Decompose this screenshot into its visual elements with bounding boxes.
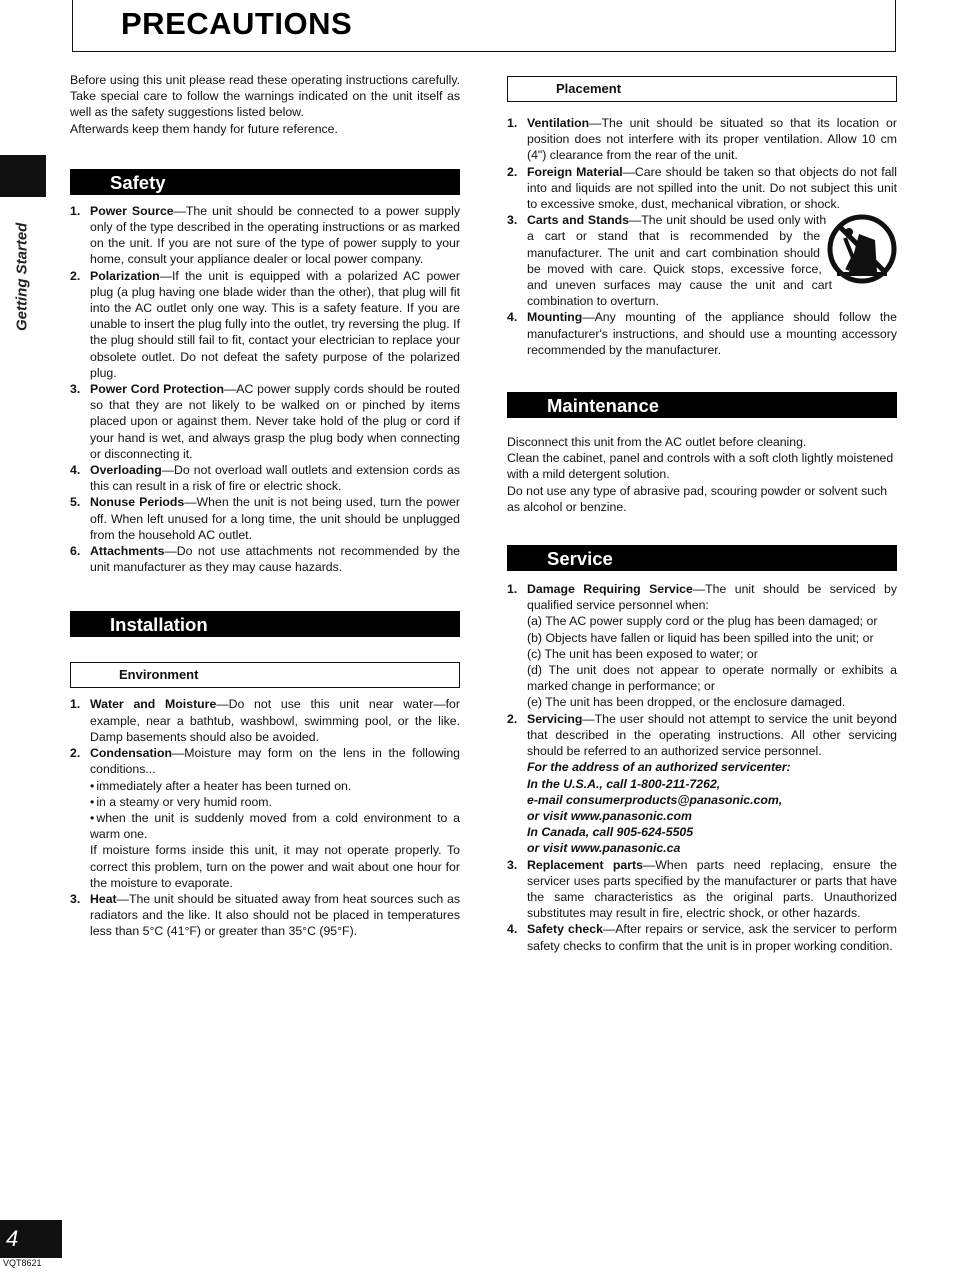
bullet-item: • immediately after a heater has been turned on.	[90, 778, 460, 794]
contact-line: or visit www.panasonic.ca	[527, 841, 681, 856]
sub-item: (a) The AC power supply cord or the plug has been damaged; or	[527, 614, 878, 629]
list-item	[70, 494, 460, 543]
contact-line: or visit www.panasonic.com	[527, 808, 692, 823]
item-number: 1.	[70, 203, 81, 218]
item-text: —Moisture may form on the lens in the following conditions...	[90, 746, 460, 777]
section-side-label: Getting Started	[13, 222, 31, 332]
item-number: 3.	[507, 857, 518, 872]
list-item	[70, 381, 460, 462]
item-text: —Do not use attachments not recommended by the unit manufacturer as they may cause hazards.	[90, 544, 460, 575]
item-lead: Replacement parts	[527, 857, 643, 872]
item-number: 2.	[70, 268, 81, 283]
item-text: —Care should be taken so that objects do not fall into and liquids are not spilled into the unit. Do not subject this unit to excessive smoke, dust, mechanical vibration, or shock.	[527, 164, 897, 212]
maintenance-paragraph: Clean the cabinet, panel and controls with a soft cloth lightly moistened with a mild detergent solution.	[507, 451, 894, 482]
list-item	[70, 203, 460, 268]
item-text: —The unit should be used only with a cart or stand that is recommended by the manufacturer. The unit and cart combination should be moved with care. Quick stops, excessive force, and uneven surfaces may cause the unit and cart combination to overturn.	[527, 213, 833, 309]
intro-text	[70, 72, 460, 137]
item-lead: Attachments	[90, 544, 165, 559]
item-number: 2.	[507, 711, 518, 726]
installation-list	[70, 696, 460, 939]
item-number: 3.	[70, 891, 81, 906]
left-column	[70, 72, 460, 940]
document-code: VQT8621	[3, 1258, 42, 1268]
item-number: 6.	[70, 544, 81, 559]
list-item	[507, 309, 897, 358]
item-text: —The unit should be situated so that its location or position does not interfere with its proper ventilation. Allow 10 cm (4") clearance from the rear of the unit.	[527, 116, 897, 163]
list-item	[70, 543, 460, 575]
contact-line: In the U.S.A., call 1-800-211-7262,	[527, 776, 721, 791]
item-lead: Servicing	[527, 711, 583, 726]
item-text: —If the unit is equipped with a polarized AC power plug (a plug having one blade wider than the other), that plug will fit into the AC outlet only one way. This is a safety feature. If you are unable to insert the plug fully into the outlet, try reversing the plug. If the plug should still fail to fit, contact your electrician to replace your obsolete outlet. Do not defeat the safety purpose of the polarized plug.	[90, 268, 460, 380]
sub-item: (b) Objects have fallen or liquid has been spilled into the unit; or	[527, 630, 874, 645]
item-text: —Any mounting of the appliance should follow the manufacturer's instructions, and should use a mounting accessory recommended by the manufacturer.	[527, 310, 897, 357]
maintenance-paragraph: Disconnect this unit from the AC outlet before cleaning.	[507, 435, 807, 450]
item-lead: Condensation	[90, 746, 172, 761]
item-number: 2.	[507, 164, 518, 179]
item-lead: Carts and Stands	[527, 213, 629, 228]
item-text: —When the unit is not being used, turn the power off. When left unused for a long time, the unit should be unplugged from the household AC outlet.	[90, 495, 460, 542]
item-number: 1.	[70, 697, 81, 712]
item-text: —The user should not attempt to service the unit beyond that described in the operating instructions. All other servicing should be referred to an authorized service personnel.	[527, 711, 897, 759]
item-number: 4.	[70, 463, 81, 478]
item-number: 5.	[70, 495, 81, 510]
list-item	[507, 921, 897, 953]
maintenance-paragraph: Do not use any type of abrasive pad, scouring powder or solvent such as alcohol or benzine.	[507, 483, 888, 514]
page-number: 4	[0, 1220, 62, 1258]
item-text: —Do not overload wall outlets and extension cords as this can result in a risk of fire or electric shock.	[90, 463, 460, 494]
page-header	[72, 0, 896, 52]
item-text: —The unit should be serviced by qualified service personnel when:	[527, 582, 897, 613]
item-lead: Overloading	[90, 463, 162, 478]
placement-list	[507, 115, 897, 358]
item-lead: Power Source	[90, 203, 174, 218]
installation-heading: Installation	[70, 611, 460, 637]
list-item	[70, 696, 460, 745]
safety-list	[70, 203, 460, 576]
service-list	[507, 581, 897, 954]
maintenance-text	[507, 434, 897, 515]
list-item	[507, 581, 897, 711]
item-text: —The unit should be connected to a power supply only of the type described in the operating instructions or as marked on the unit. If you are not sure of the type of power supply to your home, consult your appliance dealer or local power company.	[90, 203, 460, 267]
item-number: 3.	[70, 382, 81, 397]
item-lead: Polarization	[90, 268, 160, 283]
list-item	[507, 857, 897, 922]
sub-item: (d) The unit does not appear to operate normally or exhibits a marked change in performance; or	[527, 663, 897, 694]
item-lead: Ventilation	[527, 116, 590, 130]
cart-tip-warning-icon	[827, 214, 897, 284]
item-text: —AC power supply cords should be routed so that they are not likely to be walked on or pinched by items placed upon or against them. Never take hold of the plug or cord if your hand is wet, and always grasp the plug body when connecting or disconnecting it.	[90, 382, 460, 461]
maintenance-heading: Maintenance	[507, 392, 897, 418]
environment-subheading: Environment	[70, 662, 460, 688]
list-item	[70, 462, 460, 494]
bullet-item: • in a steamy or very humid room.	[90, 794, 460, 810]
item-number: 4.	[507, 922, 518, 937]
service-heading: Service	[507, 545, 897, 571]
item-text: —After repairs or service, ask the servicer to perform safety checks to confirm that the unit is in proper working condition.	[527, 922, 897, 953]
item-text: —When parts need replacing, ensure the servicer uses parts specified by the manufacturer or parts that have the same characteristics as the original parts. Unauthorized substitutes may result in fire, electric shock, or other hazards.	[527, 857, 897, 921]
item-lead: Nonuse Periods	[90, 495, 185, 510]
section-tab-marker	[0, 155, 46, 197]
list-item	[507, 164, 897, 213]
intro-paragraph: Afterwards keep them handy for future reference.	[70, 121, 338, 136]
right-column	[507, 72, 897, 954]
item-number: 4.	[507, 310, 518, 325]
list-item	[70, 745, 460, 891]
sub-item: (c) The unit has been exposed to water; or	[527, 646, 758, 661]
list-item	[70, 268, 460, 381]
intro-paragraph: Before using this unit please read these operating instructions carefully. Take special care to follow the warnings indicated on the unit itself as well as the safety suggestions listed below.	[70, 73, 460, 120]
list-item	[507, 212, 897, 309]
placement-subheading: Placement	[507, 76, 897, 102]
item-number: 1.	[507, 582, 518, 597]
item-lead: Foreign Material	[527, 164, 623, 179]
condensation-note: If moisture forms inside this unit, it may not operate properly. To correct this problem, turn on the power and wait about one hour for the moisture to evaporate.	[90, 843, 460, 890]
item-text: —The unit should be situated away from heat sources such as radiators and the like. It also should not be placed in temperatures less than 5°C (41°F) or greater than 35°C (95°F).	[90, 891, 460, 939]
item-lead: Water and Moisture	[90, 697, 217, 712]
item-lead: Damage Requiring Service	[527, 582, 693, 597]
item-number: 2.	[70, 746, 81, 761]
item-number: 1.	[507, 116, 518, 130]
page-title: PRECAUTIONS	[121, 6, 353, 41]
contact-line: For the address of an authorized servicenter:	[527, 760, 791, 775]
item-lead: Power Cord Protection	[90, 382, 224, 397]
contact-line: In Canada, call 905-624-5505	[527, 825, 694, 840]
sub-item: (e) The unit has been dropped, or the enclosure damaged.	[527, 695, 846, 710]
item-lead: Mounting	[527, 310, 583, 325]
bullet-item: • when the unit is suddenly moved from a cold environment to a warm one.	[90, 810, 460, 842]
list-item	[70, 891, 460, 940]
list-item	[507, 711, 897, 857]
item-number: 3.	[507, 213, 518, 228]
contact-line: e-mail consumerproducts@panasonic.com,	[527, 792, 783, 807]
item-lead: Heat	[90, 891, 117, 906]
item-lead: Safety check	[527, 922, 603, 937]
list-item	[507, 115, 897, 164]
safety-heading: Safety	[70, 169, 460, 195]
item-text: —Do not use this unit near water—for example, near a bathtub, washbowl, swimming pool, or the like. Damp basements should also be avoided.	[90, 697, 460, 744]
